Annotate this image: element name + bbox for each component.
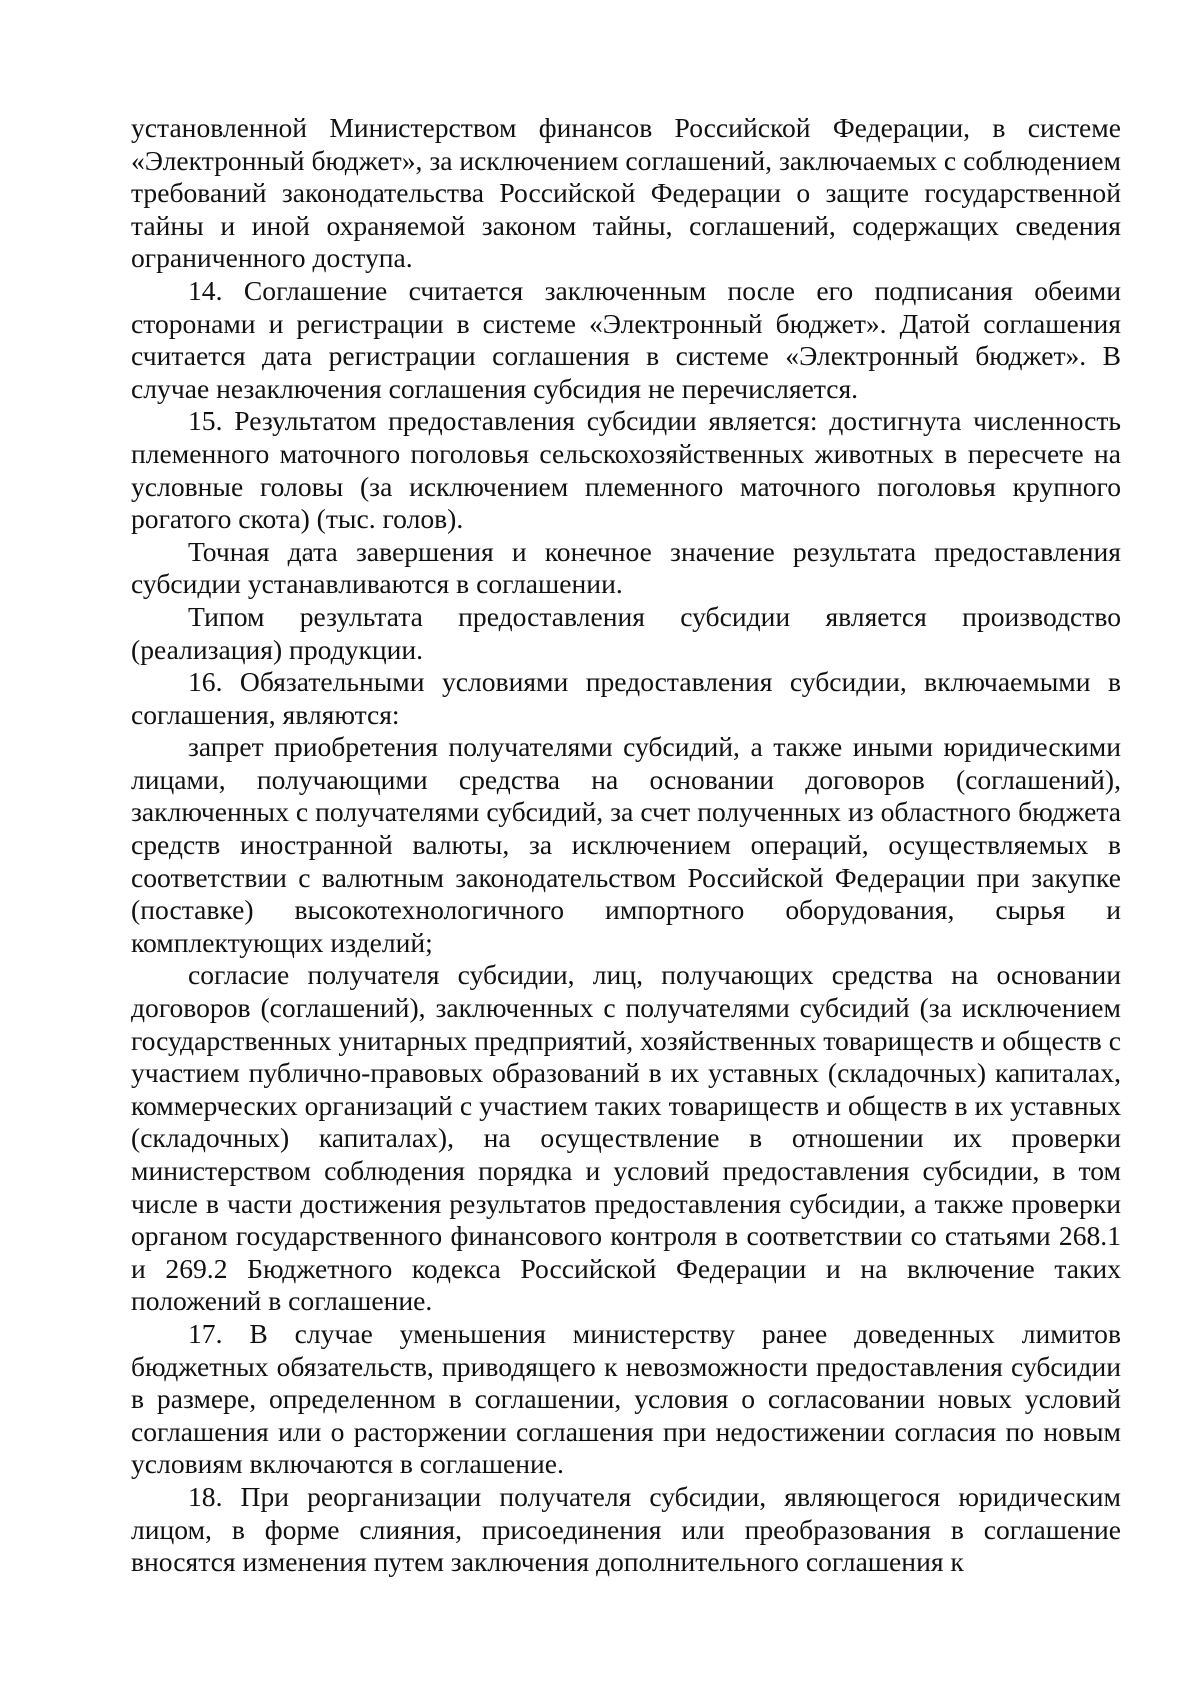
- paragraph-17: 17. В случае уменьшения министерству ранее доведенных лимитов бюджетных обязательств, приводящего к невозможности предоставления субсидии в размере, определенном в соглашении, условия о согласовании новых условий соглашения или о расторжении соглашения при недостижении согласия по новым условиям включаются в соглашение.: [131, 1317, 1121, 1480]
- paragraph-18: 18. При реорганизации получателя субсидии, являющегося юридическим лицом, в форме слияния, присоединения или преобразования в соглашение вносятся изменения путем заключения дополнительного соглашения к: [131, 1480, 1121, 1578]
- paragraph-14: 14. Соглашение считается заключенным после его подписания обеими сторонами и регистрации в системе «Электронный бюджет». Датой соглашения считается дата регистрации соглашения в системе «Электронный бюджет». В случае незаключения соглашения субсидия не перечисляется.: [131, 274, 1121, 404]
- paragraph-continuation: установленной Министерством финансов Российской Федерации, в системе «Электронный бюджет», за исключением соглашений, заключаемых с соблюдением требований законодательства Российской Федерации о защите государственной тайны и иной охраняемой законом тайны, соглашений, содержащих сведения ограниченного доступа.: [131, 112, 1121, 274]
- paragraph-15-result-type: Типом результата предоставления субсидии является производство (реализация) продукции.: [131, 600, 1121, 665]
- paragraph-16-consent: согласие получателя субсидии, лиц, получающих средства на основании договоров (соглашений), заключенных с получателями субсидий (за исключением государственных унитарных предприятий, хозяйственных товариществ и обществ с участием публично-правовых образований в их уставных (складочных) капиталах, коммерческих организаций с участием таких товариществ и обществ в их уставных (складочных) капиталах), на осуществление в отношении их проверки министерством соблюдения порядка и условий предоставления субсидии, в том числе в части достижения результатов предоставления субсидии, а также проверки органом государственного финансового контроля в соответствии со статьями 268.1 и 269.2 Бюджетного кодекса Российской Федерации и на включение таких положений в соглашение.: [131, 959, 1121, 1317]
- paragraph-15-result-date: Точная дата завершения и конечное значение результата предоставления субсидии устанавливаются в соглашении.: [131, 535, 1121, 600]
- paragraph-16: 16. Обязательными условиями предоставления субсидии, включаемыми в соглашения, являются:: [131, 666, 1121, 730]
- document-body: [131, 112, 1121, 1579]
- paragraph-15: 15. Результатом предоставления субсидии является: достигнута численность племенного маточного поголовья сельскохозяйственных животных в пересчете на условные головы (за исключением племенного маточного поголовья крупного рогатого скота) (тыс. голов).: [131, 405, 1121, 535]
- paragraph-16-prohibition: запрет приобретения получателями субсидий, а также иными юридическими лицами, получающими средства на основании договоров (соглашений), заключенных с получателями субсидий, за счет полученных из областного бюджета средств иностранной валюты, за исключением операций, осуществляемых в соответствии с валютным законодательством Российской Федерации при закупке (поставке) высокотехнологичного импортного оборудования, сырья и комплектующих изделий;: [131, 731, 1121, 958]
